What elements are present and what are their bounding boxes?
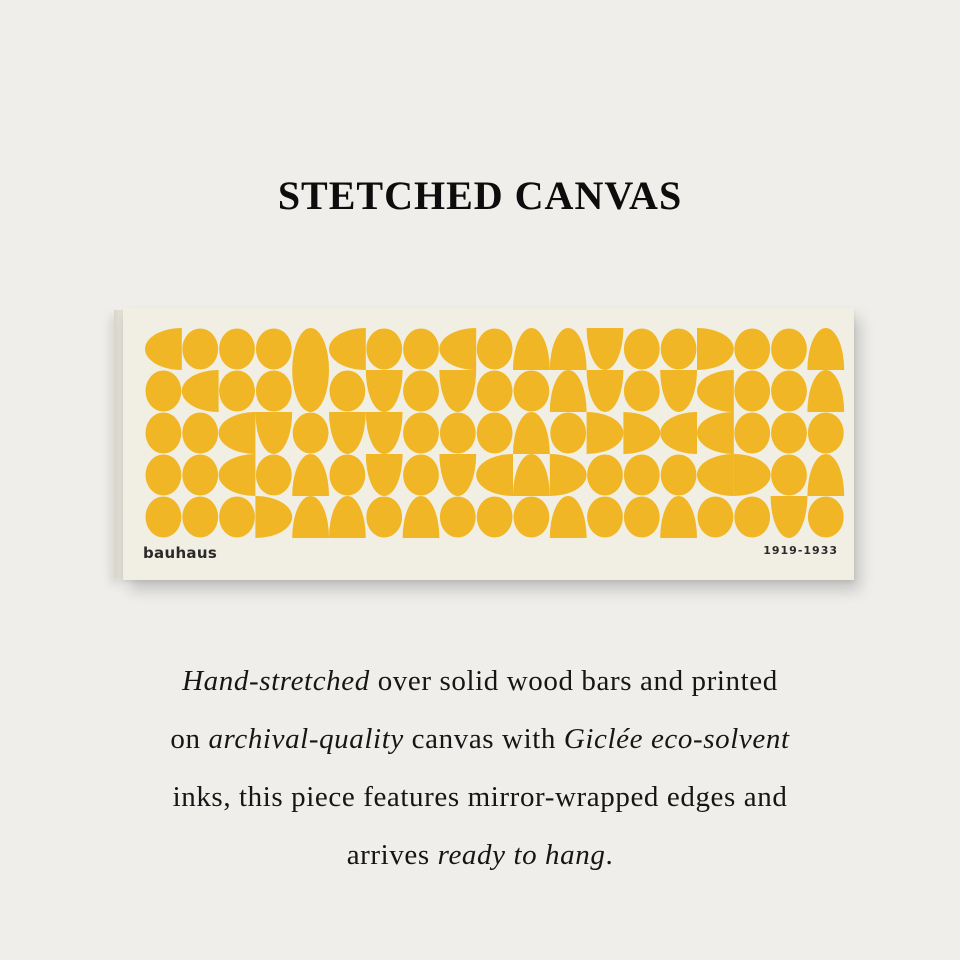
pattern-circle (182, 329, 218, 370)
pattern-circle (366, 329, 402, 370)
pattern-half-circle (255, 496, 292, 538)
pattern-half-circle (439, 328, 476, 370)
pattern-circle (587, 455, 623, 496)
pattern-half-circle (587, 328, 624, 370)
pattern-circle (219, 371, 255, 412)
pattern-circle (808, 413, 844, 454)
pattern-circle (182, 497, 218, 538)
pattern-circle (146, 371, 182, 412)
description-line-2: on archival-quality canvas with Giclée eco-solvent (170, 723, 790, 755)
pattern-half-circle (771, 496, 808, 538)
pattern-circle (477, 497, 513, 538)
pattern-circle (771, 455, 807, 496)
pattern-half-circle (292, 370, 329, 412)
pattern-circle (146, 455, 182, 496)
pattern-circle (219, 497, 255, 538)
pattern-half-circle (439, 454, 476, 496)
pattern-circle (514, 497, 550, 538)
pattern-circle (734, 371, 770, 412)
pattern-half-circle (145, 328, 182, 370)
description-line-1: Hand-stretched over solid wood bars and printed (182, 665, 778, 697)
pattern-half-circle (219, 412, 256, 454)
pattern-half-circle (292, 496, 329, 538)
pattern-circle (256, 329, 292, 370)
pattern-circle (403, 329, 439, 370)
pattern-circle (256, 455, 292, 496)
canvas-product-image (114, 308, 854, 588)
pattern-half-circle (329, 328, 366, 370)
artwork-years-label: 1919-1933 (763, 544, 838, 557)
pattern-half-circle (366, 370, 403, 412)
pattern-circle (661, 455, 697, 496)
pattern-half-circle (403, 496, 440, 538)
pattern-circle (771, 329, 807, 370)
pattern-half-circle (366, 412, 403, 454)
description-line-3: inks, this piece features mirror-wrapped edges and (172, 781, 788, 813)
pattern-circle (182, 413, 218, 454)
pattern-circle (330, 371, 366, 412)
pattern-half-circle (476, 454, 513, 496)
pattern-circle (624, 455, 660, 496)
description-line-4: arrives ready to hang. (346, 839, 614, 871)
pattern-circle (440, 413, 476, 454)
pattern-circle (771, 371, 807, 412)
pattern-circle (403, 371, 439, 412)
pattern-circle (219, 329, 255, 370)
page-title: STETCHED CANVAS (277, 173, 683, 218)
pattern-circle (550, 413, 586, 454)
product-description (70, 652, 890, 884)
pattern-half-circle (697, 370, 734, 412)
pattern-circle (624, 371, 660, 412)
pattern-half-circle (255, 412, 292, 454)
pattern-circle (734, 329, 770, 370)
pattern-circle (514, 371, 550, 412)
pattern-circle (440, 497, 476, 538)
bauhaus-pattern (145, 328, 845, 538)
pattern-circle (330, 455, 366, 496)
pattern-half-circle (550, 370, 587, 412)
pattern-half-circle (182, 370, 219, 412)
pattern-half-circle (697, 328, 734, 370)
pattern-half-circle (734, 454, 771, 496)
pattern-half-circle (807, 370, 844, 412)
pattern-circle (661, 329, 697, 370)
pattern-circle (256, 371, 292, 412)
pattern-half-circle (329, 496, 366, 538)
pattern-circle (146, 497, 182, 538)
pattern-circle (366, 497, 402, 538)
pattern-circle (587, 497, 623, 538)
pattern-circle (624, 329, 660, 370)
pattern-circle (624, 497, 660, 538)
pattern-half-circle (660, 370, 697, 412)
pattern-half-circle (807, 454, 844, 496)
pattern-circle (808, 497, 844, 538)
pattern-half-circle (513, 454, 550, 496)
pattern-half-circle (329, 412, 366, 454)
pattern-circle (477, 413, 513, 454)
pattern-half-circle (550, 454, 587, 496)
pattern-half-circle (660, 412, 697, 454)
pattern-circle (477, 329, 513, 370)
pattern-half-circle (292, 328, 329, 370)
pattern-circle (293, 413, 329, 454)
pattern-half-circle (587, 412, 624, 454)
pattern-half-circle (697, 412, 734, 454)
pattern-circle (477, 371, 513, 412)
pattern-half-circle (587, 370, 624, 412)
pattern-circle (734, 413, 770, 454)
pattern-half-circle (366, 454, 403, 496)
pattern-circle (698, 497, 734, 538)
pattern-circle (403, 413, 439, 454)
pattern-half-circle (807, 328, 844, 370)
pattern-half-circle (439, 370, 476, 412)
pattern-half-circle (292, 454, 329, 496)
pattern-half-circle (513, 412, 550, 454)
pattern-half-circle (513, 328, 550, 370)
pattern-half-circle (660, 496, 697, 538)
artwork-brand-label: bauhaus (143, 544, 218, 562)
pattern-half-circle (550, 328, 587, 370)
pattern-half-circle (219, 454, 256, 496)
pattern-circle (146, 413, 182, 454)
pattern-circle (182, 455, 218, 496)
pattern-circle (734, 497, 770, 538)
pattern-half-circle (697, 454, 734, 496)
pattern-circle (403, 455, 439, 496)
pattern-half-circle (550, 496, 587, 538)
pattern-half-circle (623, 412, 660, 454)
canvas-artwork (123, 308, 854, 580)
pattern-circle (771, 413, 807, 454)
